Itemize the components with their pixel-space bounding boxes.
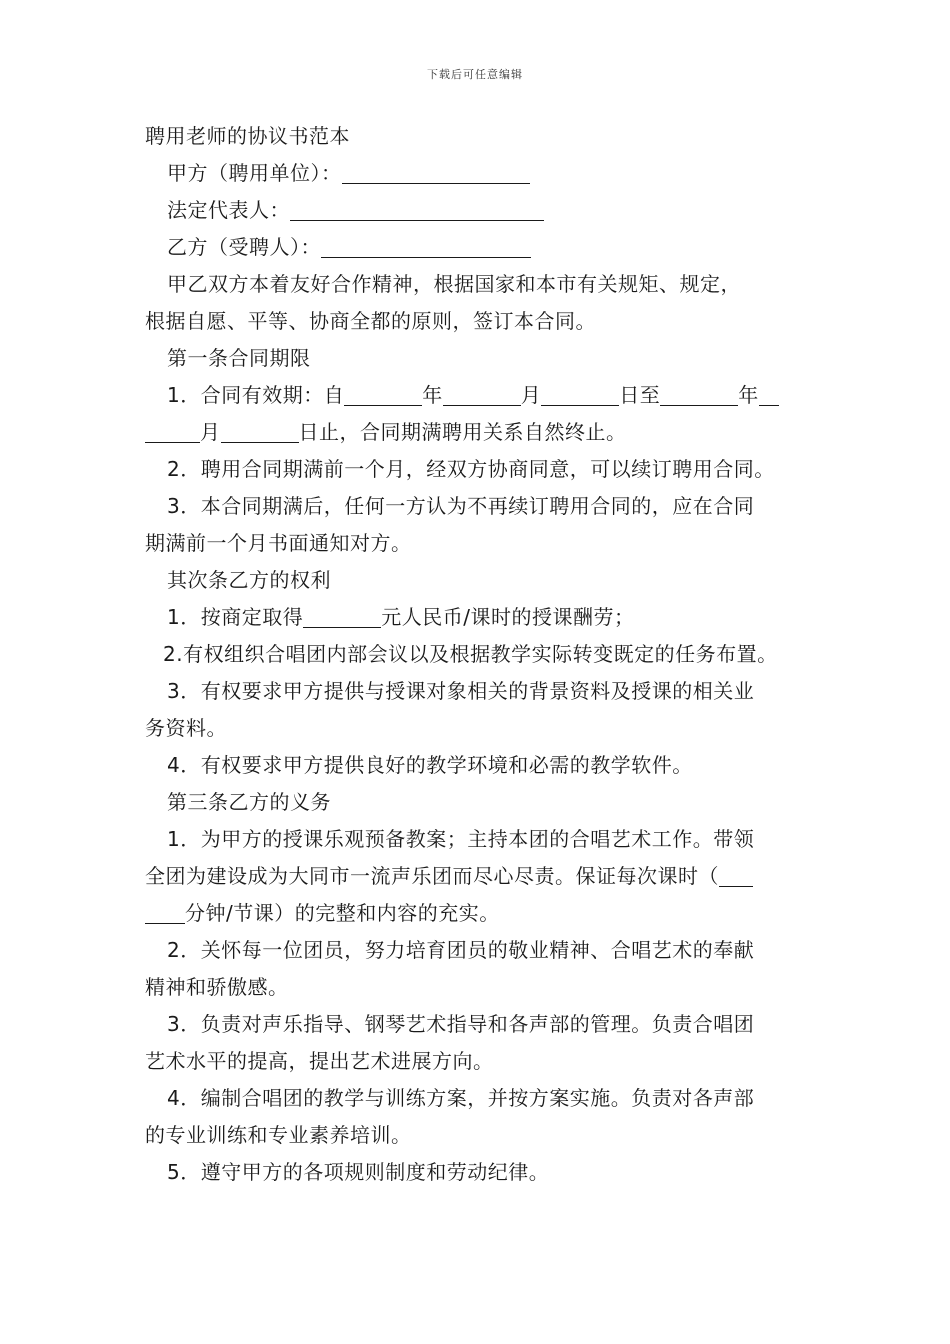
article2-item4: 4．有权要求甲方提供良好的教学环境和必需的教学软件。 xyxy=(167,753,693,777)
article3-item3-line2: 艺术水平的提高，提出艺术进展方向。 xyxy=(145,1049,494,1073)
page-header: 下载后可任意编辑 xyxy=(427,68,523,81)
end-month-blank-part2[interactable] xyxy=(145,420,200,443)
article1-item2: 2．聘用合同期满前一个月，经双方协商同意，可以续订聘用合同。 xyxy=(167,457,775,481)
article3-item5: 5．遵守甲方的各项规则制度和劳动纪律。 xyxy=(167,1160,550,1184)
minutes-suffix: 分钟/节课）的完整和内容的充实。 xyxy=(185,901,500,925)
article1-heading: 第一条合同期限 xyxy=(167,346,311,370)
legal-rep-blank[interactable] xyxy=(290,198,544,221)
term-end: 日止，合同期满聘用关系自然终止。 xyxy=(298,420,627,444)
article3-item3-line1: 3．负责对声乐指导、钢琴艺术指导和各声部的管理。负责合唱团 xyxy=(167,1012,755,1036)
term-prefix: 1．合同有效期：自 xyxy=(167,383,345,407)
end-year-blank[interactable] xyxy=(660,383,738,406)
article3-heading: 第三条乙方的义务 xyxy=(167,790,331,814)
article3-item1-line3 xyxy=(145,895,815,932)
article1-item1-line1 xyxy=(145,377,815,414)
party-a-line xyxy=(145,155,815,192)
article3-item2-line2: 精神和骄傲感。 xyxy=(145,975,289,999)
party-a-label: 甲方（聘用单位）： xyxy=(167,161,342,185)
fee-prefix: 1．按商定取得 xyxy=(167,605,304,629)
article3-item2-line1: 2．关怀每一位团员，努力培育团员的敬业精神、合唱艺术的奉献 xyxy=(167,938,755,962)
article3-item4-line2: 的专业训练和专业素养培训。 xyxy=(145,1123,412,1147)
end-month-blank-part1[interactable] xyxy=(759,383,779,406)
term-day-to: 日至 xyxy=(619,383,661,407)
term-year-2: 年 xyxy=(738,383,759,407)
legal-rep-label: 法定代表人： xyxy=(167,198,290,222)
start-year-blank[interactable] xyxy=(344,383,422,406)
term-year-1: 年 xyxy=(422,383,443,407)
article2-item3-line2: 务资料。 xyxy=(145,716,227,740)
document-body xyxy=(145,118,815,1191)
article3-item1-line2-text: 全团为建设成为大同市一流声乐团而尽心尽责。保证每次课时（ xyxy=(145,864,719,888)
minutes-blank-part1[interactable] xyxy=(719,864,753,887)
term-month-1: 月 xyxy=(520,383,542,407)
article1-item1-line2 xyxy=(145,414,815,451)
party-b-blank[interactable] xyxy=(321,235,531,258)
article2-heading: 其次条乙方的权利 xyxy=(167,568,331,592)
article2-item2: 2.有权组织合唱团内部会议以及根据教学实际转变既定的任务布置。 xyxy=(163,642,778,666)
article1-item3-line1: 3．本合同期满后，任何一方认为不再续订聘用合同的，应在合同 xyxy=(167,494,755,518)
article3-item1-line2 xyxy=(145,858,815,895)
term-month-2: 月 xyxy=(200,420,221,444)
legal-rep-line xyxy=(145,192,815,229)
end-day-blank[interactable] xyxy=(221,420,299,443)
start-day-blank[interactable] xyxy=(541,383,619,406)
preamble-line-1: 甲乙双方本着友好合作精神，根据国家和本市有关规矩、规定， xyxy=(167,272,741,296)
fee-blank[interactable] xyxy=(303,605,381,628)
party-b-label: 乙方（受聘人）： xyxy=(167,235,321,259)
start-month-blank[interactable] xyxy=(443,383,521,406)
article2-item3-line1: 3．有权要求甲方提供与授课对象相关的背景资料及授课的相关业 xyxy=(167,679,755,703)
article1-item3-line2: 期满前一个月书面通知对方。 xyxy=(145,531,412,555)
preamble-line-2: 根据自愿、平等、协商全都的原则，签订本合同。 xyxy=(145,309,596,333)
party-a-blank[interactable] xyxy=(342,161,530,184)
party-b-line xyxy=(145,229,815,266)
document-title: 聘用老师的协议书范本 xyxy=(145,124,350,148)
fee-suffix: 元人民币/课时的授课酬劳； xyxy=(381,605,635,629)
article2-item1 xyxy=(145,599,815,636)
article3-item4-line1: 4．编制合唱团的教学与训练方案，并按方案实施。负责对各声部 xyxy=(167,1086,755,1110)
article3-item1-line1: 1．为甲方的授课乐观预备教案；主持本团的合唱艺术工作。带领 xyxy=(167,827,755,851)
minutes-blank-part2[interactable] xyxy=(145,901,185,924)
